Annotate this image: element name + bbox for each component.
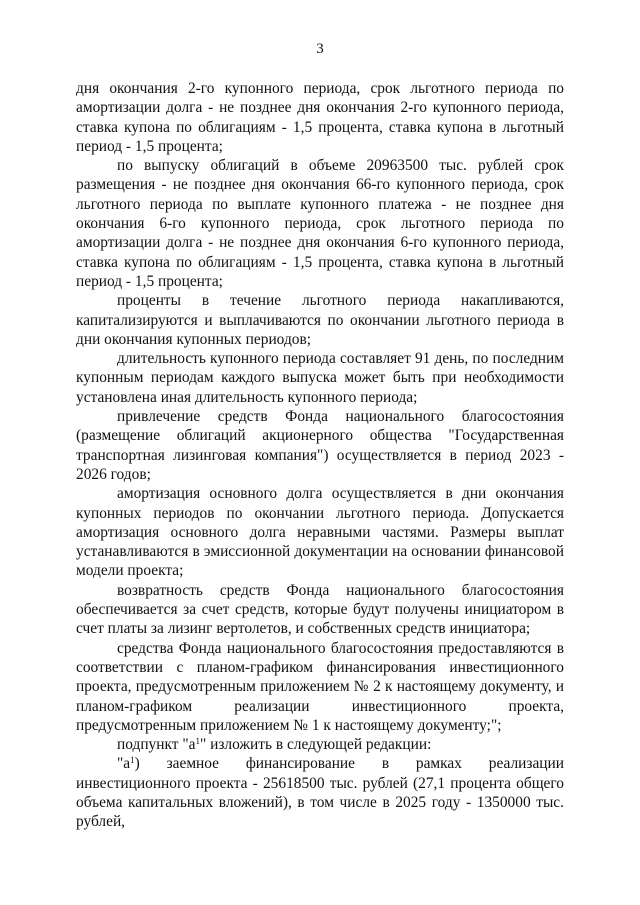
- paragraph-interest-accrual: проценты в течение льготного периода накапливаются, капитализируются и выплачиваются по окончании льготного периода в дни окончания купонных периодов;: [76, 292, 564, 348]
- paragraph-coupon-duration: длительность купонного периода составляет 91 день, по последним купонным периодам каждого выпуска может быть при необходимости установлена иная длительность купонного периода;: [76, 350, 564, 406]
- paragraph-bond-issue: по выпуску облигаций в объеме 20963500 тыс. рублей срок размещения - не позднее дня окончания 66-го купонного периода, срок льготного периода по выплате купонного платежа - не позднее дня окончания 6-го купонного периода, срок льготного периода по амортизации долга - не позднее дня окончания 6-го купонного периода, ставка купона по облигациям - 1,5 процента, ставка купона в льготный период - 1,5 процента;: [76, 157, 564, 290]
- subpoint-intro-superscript: 1: [195, 736, 200, 747]
- loan-financing-superscript: 1: [130, 755, 135, 766]
- page-number: 3: [316, 41, 324, 57]
- subpoint-intro-after: " изложить в следующей редакции:: [199, 736, 432, 754]
- paragraph-subpoint-intro: [76, 735, 564, 754]
- loan-financing-before: "а: [117, 755, 131, 773]
- paragraph-debt-amortization: амортизация основного долга осуществляется в дни окончания купонных периодов по окончании льготного периода. Допускается амортизация основного долга неравными частями. Размеры выплат устанавливаются в эмиссионной документации на основании финансовой модели проекта;: [76, 485, 564, 580]
- subpoint-intro-before: подпункт "а: [117, 736, 196, 754]
- paragraph-coupon-period-end: дня окончания 2-го купонного периода, срок льготного периода по амортизации долга - не позднее дня окончания 2-го купонного периода, ставка купона по облигациям - 1,5 процента, ставка купона в льготный период - 1,5 процента;: [76, 80, 564, 155]
- paragraph-fund-provision: средства Фонда национального благосостояния предоставляются в соответствии с планом-графиком финансирования инвестиционного проекта, предусмотренным приложением № 2 к настоящему документу, и планом-графиком реализации инвестиционного проекта, предусмотренным приложением № 1 к настоящему документу;";: [76, 639, 564, 734]
- loan-financing-text: ) заемное финансирование в рамках реализации инвестиционного проекта - 25618500 тыс. рублей (27,1 процента общего объема капитальных вложений), в том числе в 2025 году - 1350000 тыс. рублей,: [76, 755, 564, 831]
- paragraph-loan-financing: [76, 754, 564, 831]
- document-body: [76, 79, 564, 832]
- paragraph-fund-attraction: привлечение средств Фонда национального благосостояния (размещение облигаций акционерного общества "Государственная транспортная лизинговая компания") осуществляется в период 2023 - 2026 годов;: [76, 408, 564, 483]
- paragraph-fund-repayment: возвратность средств Фонда национального благосостояния обеспечивается за счет средств, которые будут получены инициатором в счет платы за лизинг вертолетов, и собственных средств инициатора;: [76, 581, 564, 638]
